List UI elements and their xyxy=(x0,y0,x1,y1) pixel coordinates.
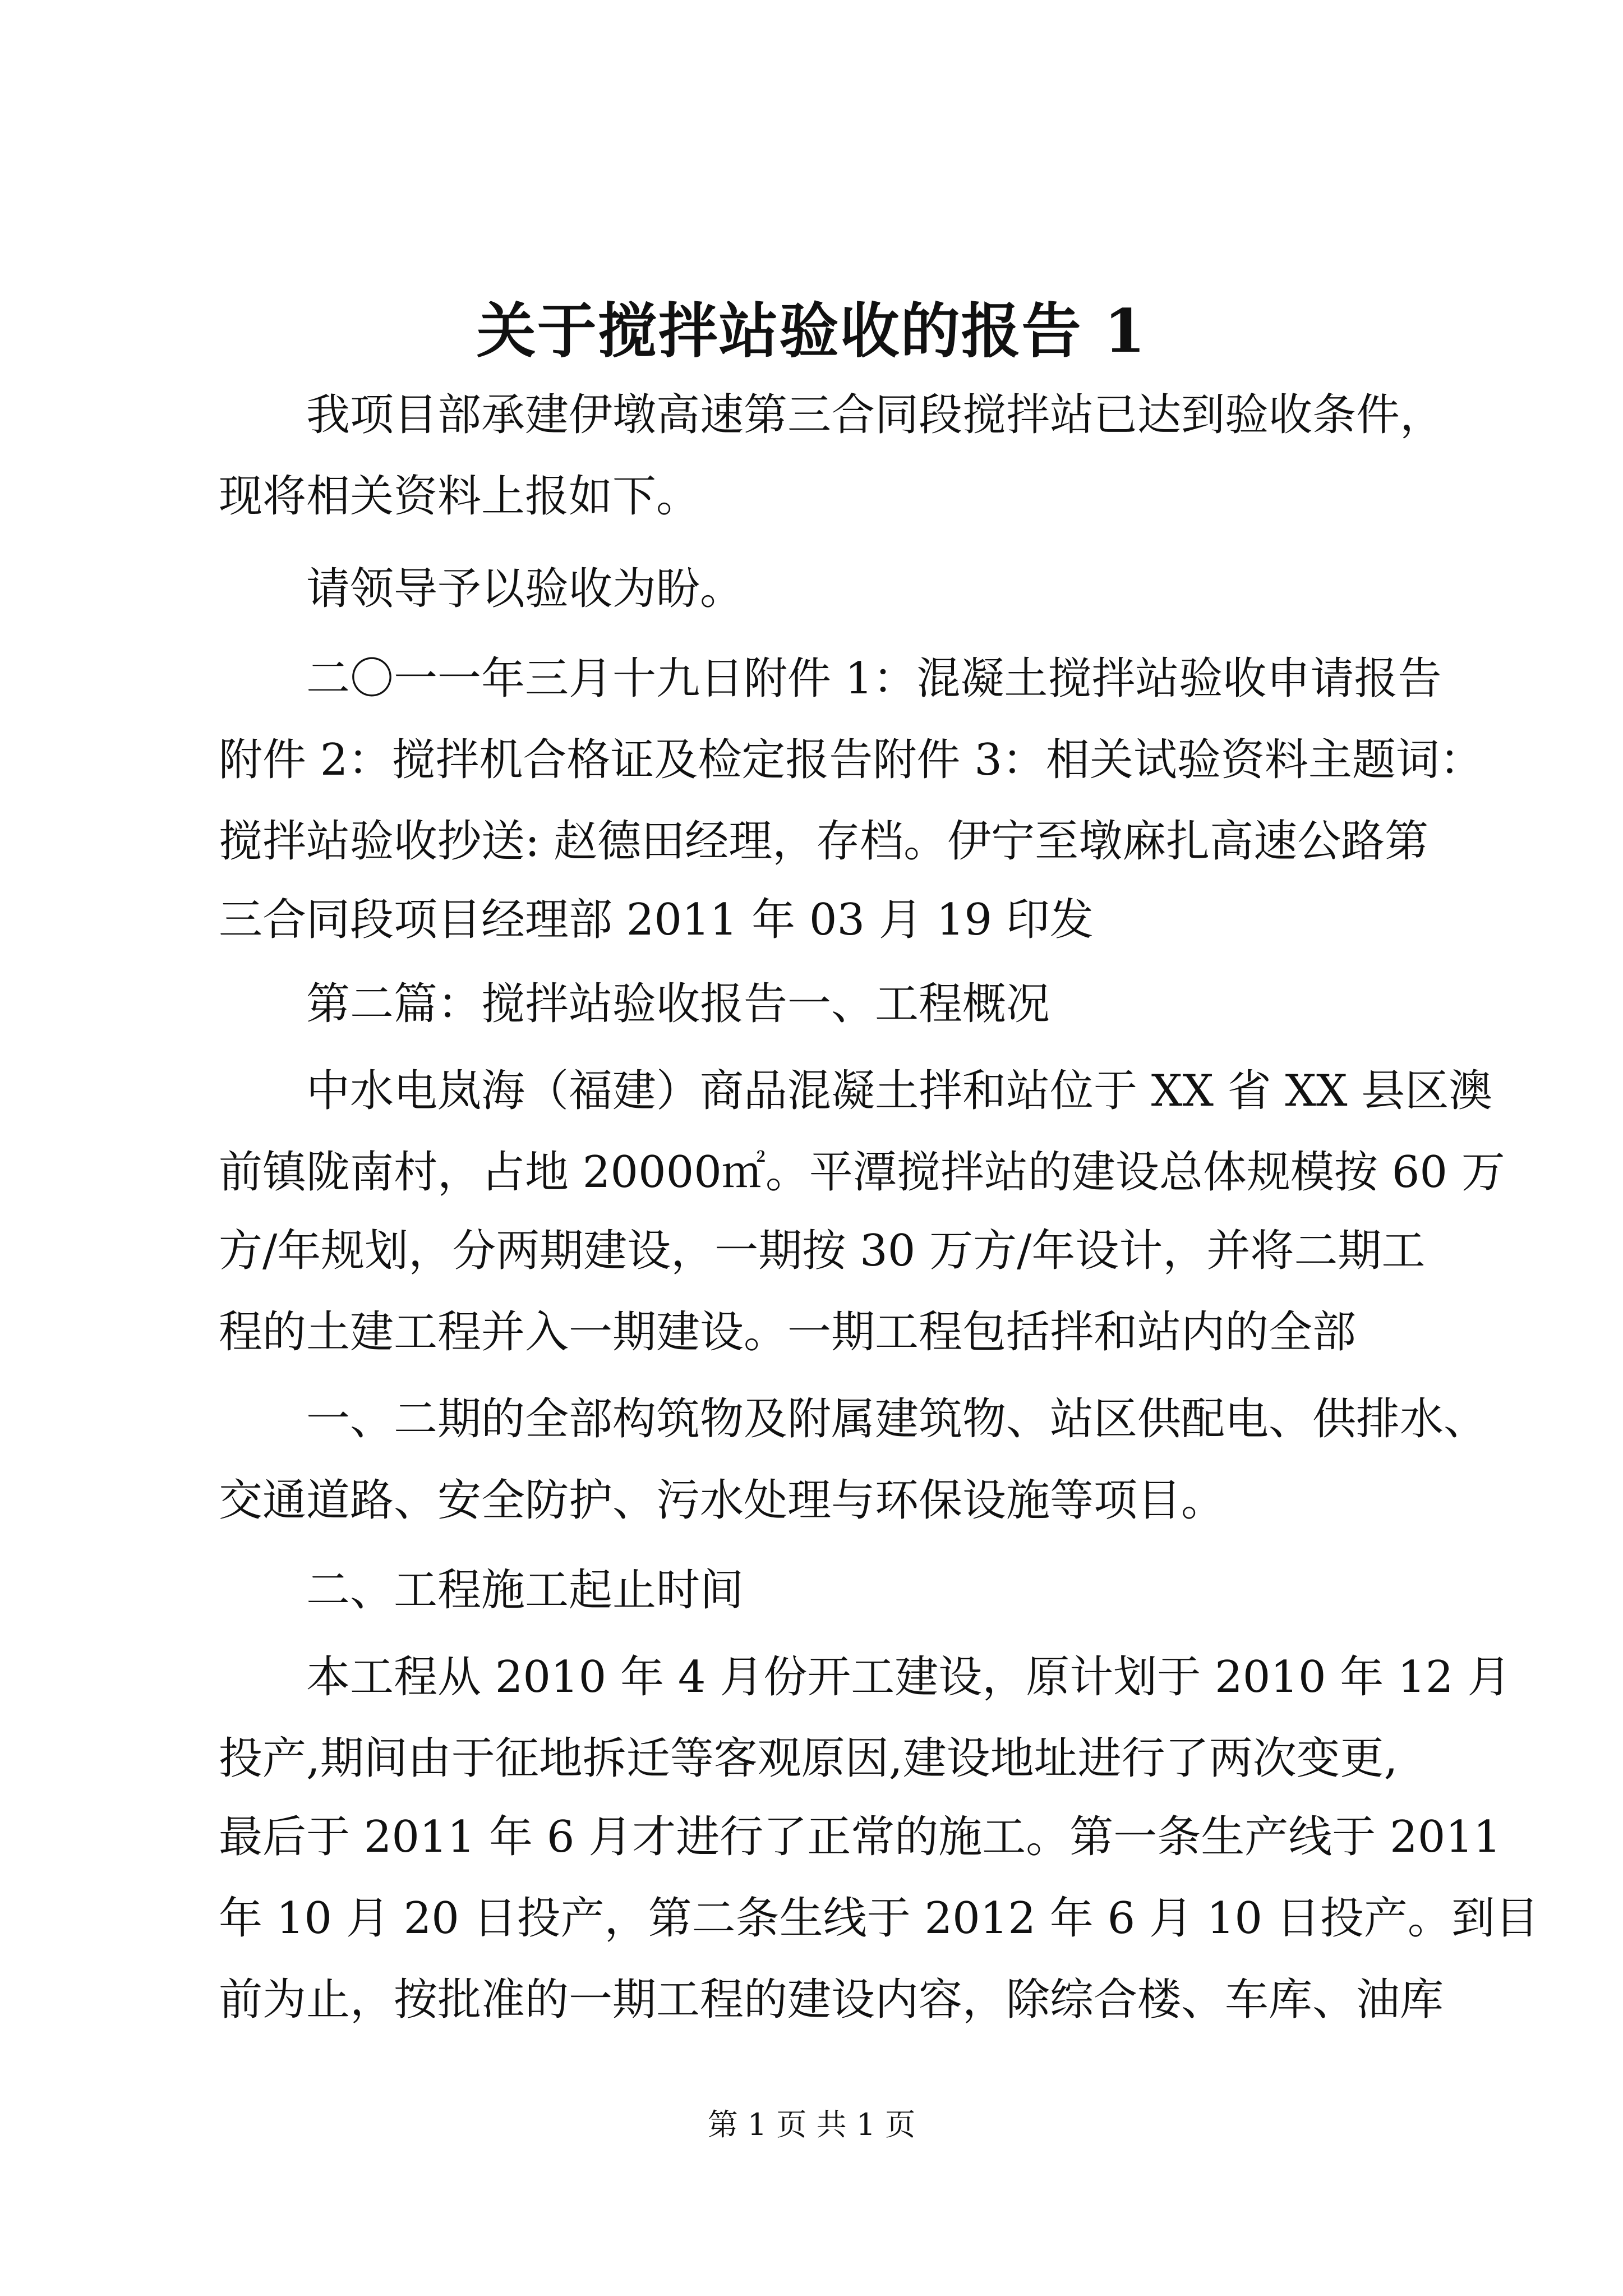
paragraph-line: 搅拌站验收抄送: 赵德田经理，存档。伊宁至墩麻扎高速公路第 xyxy=(219,816,1429,867)
paragraph-line: 方/年规划，分两期建设，一期按 30 万方/年设计，并将二期工 xyxy=(219,1226,1426,1276)
paragraph-line: 二〇一一年三月十九日附件 1：混凝土搅拌站验收申请报告 xyxy=(306,654,1442,704)
paragraph-line: 附件 2：搅拌机合格证及检定报告附件 3：相关试验资料主题词： xyxy=(219,735,1483,785)
paragraph-line: 请领导予以验收为盼。 xyxy=(306,564,744,614)
paragraph-line: 中水电岚海（福建）商品混凝土拌和站位于 XX 省 XX 县区澳 xyxy=(306,1066,1493,1116)
paragraph-line: 年 10 月 20 日投产，第二条生线于 2012 年 6 月 10 日投产。到目 xyxy=(219,1893,1539,1944)
paragraph-line: 我项目部承建伊墩高速第三合同段搅拌站已达到验收条件， xyxy=(306,390,1444,440)
paragraph-line: 程的土建工程并入一期建设。一期工程包括拌和站内的全部 xyxy=(219,1307,1357,1358)
paragraph-line: 一、二期的全部构筑物及附属建筑物、站区供配电、供排水、 xyxy=(306,1394,1488,1444)
page-footer: 第 1 页 共 1 页 xyxy=(707,2107,916,2142)
paragraph-line: 现将相关资料上报如下。 xyxy=(219,471,700,522)
paragraph-line: 前镇陇南村，占地 20000㎡。平潭搅拌站的建设总体规模按 60 万 xyxy=(219,1147,1505,1198)
paragraph-line: 二、工程施工起止时间 xyxy=(306,1565,744,1616)
paragraph-line: 第二篇：搅拌站验收报告一、工程概况 xyxy=(306,979,1050,1029)
paragraph-line: 投产,期间由于征地拆迁等客观原因,建设地址进行了两次变更, xyxy=(219,1733,1398,1784)
paragraph-line: 交通道路、安全防护、污水处理与环保设施等项目。 xyxy=(219,1475,1225,1526)
paragraph-line: 前为止，按批准的一期工程的建设内容，除综合楼、车库、油库 xyxy=(219,1975,1444,2025)
paragraph-line: 本工程从 2010 年 4 月份开工建设，原计划于 2010 年 12 月 xyxy=(306,1652,1511,1703)
paragraph-line: 最后于 2011 年 6 月才进行了正常的施工。第一条生产线于 2011 xyxy=(219,1812,1501,1862)
document-title: 关于搅拌站验收的报告 1 xyxy=(476,296,1147,366)
paragraph-line: 三合同段项目经理部 2011 年 03 月 19 印发 xyxy=(219,895,1094,945)
